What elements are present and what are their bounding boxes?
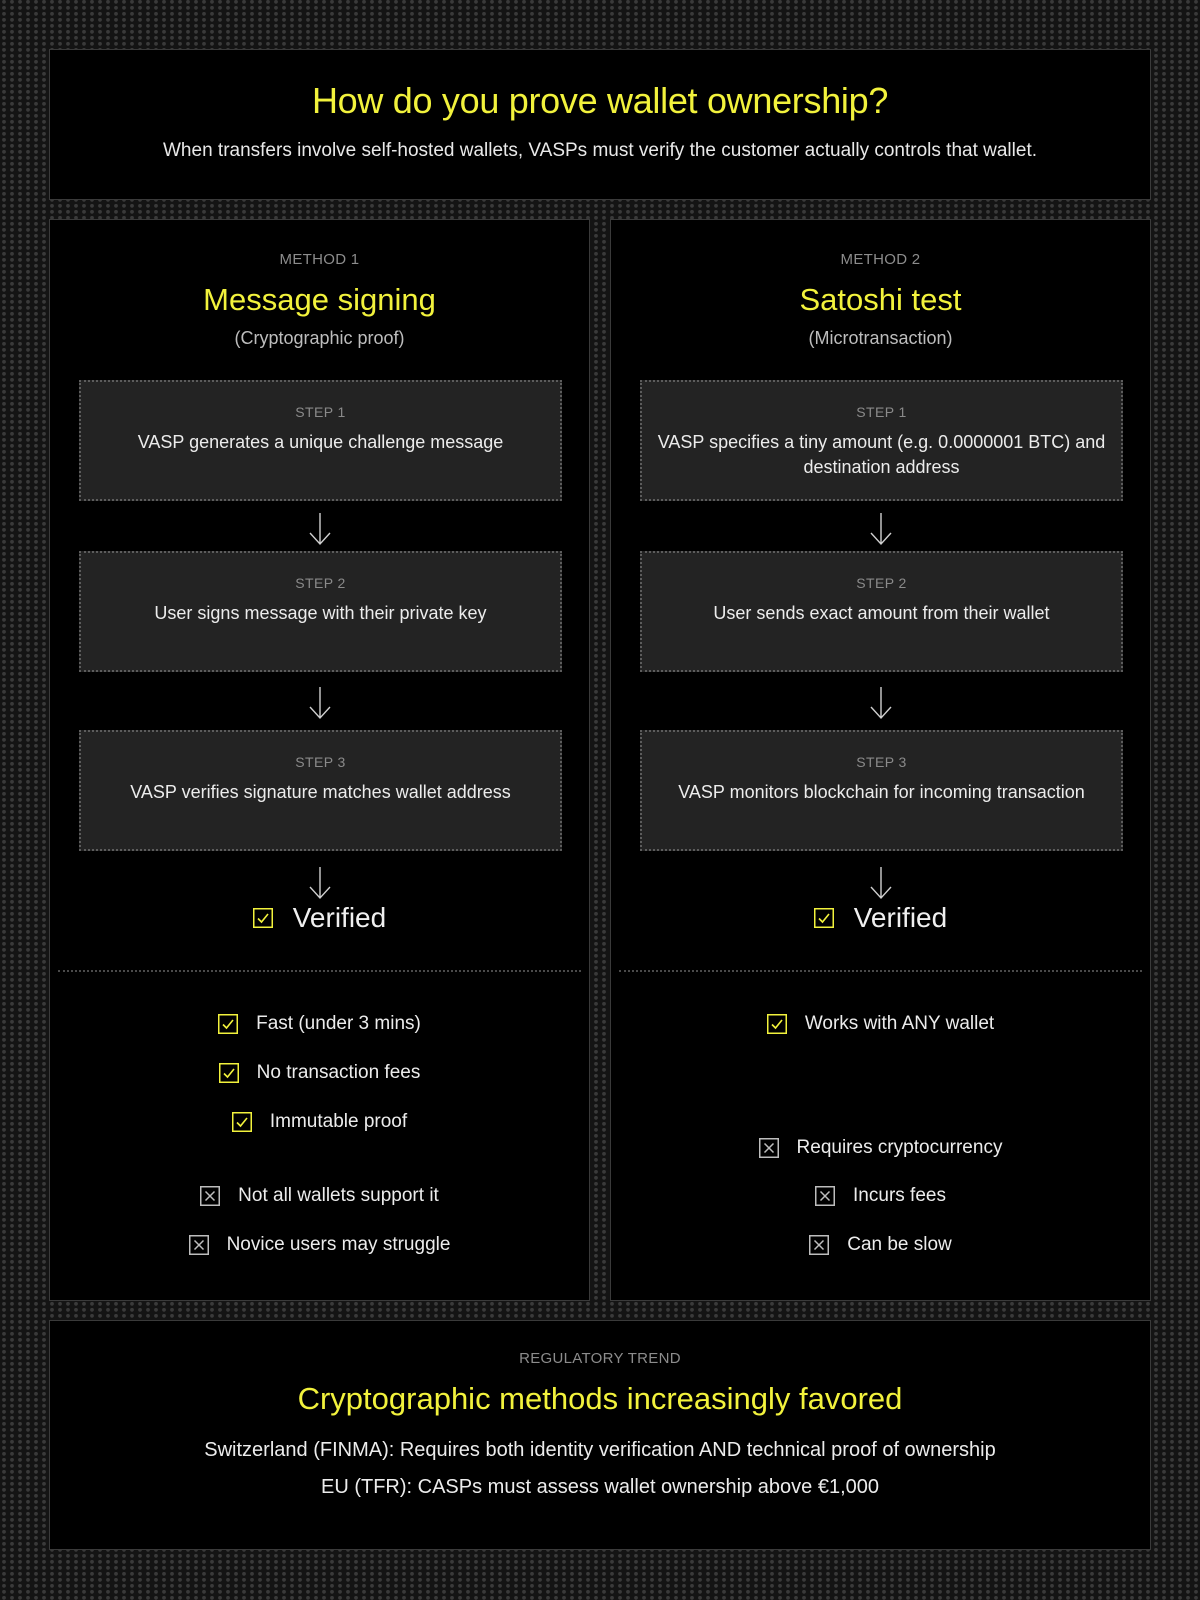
pro-label: Works with ANY wallet (804, 1013, 995, 1034)
check-icon (767, 1014, 787, 1034)
pro-label: No transaction fees (256, 1062, 421, 1083)
step-text: User signs message with their private key (154, 603, 487, 623)
method-subtitle: (Microtransaction) (808, 328, 953, 348)
step-card (640, 730, 1123, 851)
divider (58, 970, 581, 972)
arrow-down-icon (309, 686, 331, 720)
con-item (611, 1133, 1150, 1163)
arrow-down-icon (870, 866, 892, 900)
con-label: Can be slow (847, 1234, 952, 1255)
check-icon (253, 908, 273, 928)
method-label: METHOD 1 (279, 251, 360, 268)
footer-tag: REGULATORY TREND (519, 1350, 681, 1367)
step-text: VASP verifies signature matches wallet address (130, 782, 511, 802)
pro-label: Fast (under 3 mins) (256, 1013, 421, 1034)
step-label: STEP 1 (295, 404, 346, 420)
pro-item (50, 1058, 589, 1088)
arrow-down-icon (870, 512, 892, 546)
verified-label: Verified (853, 902, 948, 933)
verified-label: Verified (292, 902, 387, 933)
step-label: STEP 2 (295, 575, 346, 591)
verified-result (611, 898, 1150, 938)
footer-line-eu: EU (TFR): CASPs must assess wallet ownership above €1,000 (321, 1476, 879, 1498)
step-text: VASP specifies a tiny amount (e.g. 0.0000001 BTC) and destination address (657, 432, 1106, 477)
arrow-down-icon (309, 512, 331, 546)
arrow-down-icon (870, 686, 892, 720)
con-label: Novice users may struggle (226, 1234, 451, 1255)
step-label: STEP 1 (856, 404, 907, 420)
x-icon (759, 1138, 779, 1158)
step-label: STEP 3 (856, 754, 907, 770)
con-item (611, 1230, 1150, 1260)
footer-line-switzerland: Switzerland (FINMA): Requires both identity verification AND technical proof of ownership (204, 1439, 996, 1461)
arrow-down-icon (309, 866, 331, 900)
page-title: How do you prove wallet ownership? (311, 80, 889, 121)
con-item (50, 1230, 589, 1260)
con-label: Not all wallets support it (238, 1185, 439, 1206)
header-panel (49, 49, 1151, 200)
pro-item (50, 1009, 589, 1039)
divider (619, 970, 1142, 972)
x-icon (815, 1186, 835, 1206)
method-title: Message signing (203, 282, 436, 317)
x-icon (189, 1235, 209, 1255)
method-1-column (49, 219, 590, 1301)
method-title: Satoshi test (799, 282, 962, 317)
step-card (79, 730, 562, 851)
check-icon (219, 1063, 239, 1083)
page-subtitle: When transfers involve self-hosted wallets, VASPs must verify the customer actually controls that wallet. (163, 140, 1037, 161)
verified-result (50, 898, 589, 938)
x-icon (200, 1186, 220, 1206)
method-label: METHOD 2 (840, 251, 921, 268)
step-card (79, 380, 562, 501)
step-label: STEP 2 (856, 575, 907, 591)
check-icon (814, 908, 834, 928)
step-card (79, 551, 562, 672)
step-text: User sends exact amount from their wallet (713, 603, 1050, 623)
con-item (611, 1181, 1150, 1211)
regulatory-trend-panel (49, 1320, 1151, 1550)
step-label: STEP 3 (295, 754, 346, 770)
footer-title: Cryptographic methods increasingly favored (297, 1381, 903, 1416)
step-text: VASP generates a unique challenge message (137, 432, 504, 452)
step-card (640, 380, 1123, 501)
pro-item (50, 1107, 589, 1137)
method-2-column (610, 219, 1151, 1301)
pro-label: Immutable proof (269, 1111, 408, 1132)
con-label: Incurs fees (853, 1185, 946, 1206)
check-icon (218, 1014, 238, 1034)
x-icon (809, 1235, 829, 1255)
step-text: VASP monitors blockchain for incoming transaction (678, 782, 1085, 802)
pro-item (611, 1009, 1150, 1039)
method-subtitle: (Cryptographic proof) (234, 328, 405, 348)
con-item (50, 1181, 589, 1211)
check-icon (232, 1112, 252, 1132)
step-card (640, 551, 1123, 672)
con-label: Requires cryptocurrency (796, 1137, 1003, 1158)
